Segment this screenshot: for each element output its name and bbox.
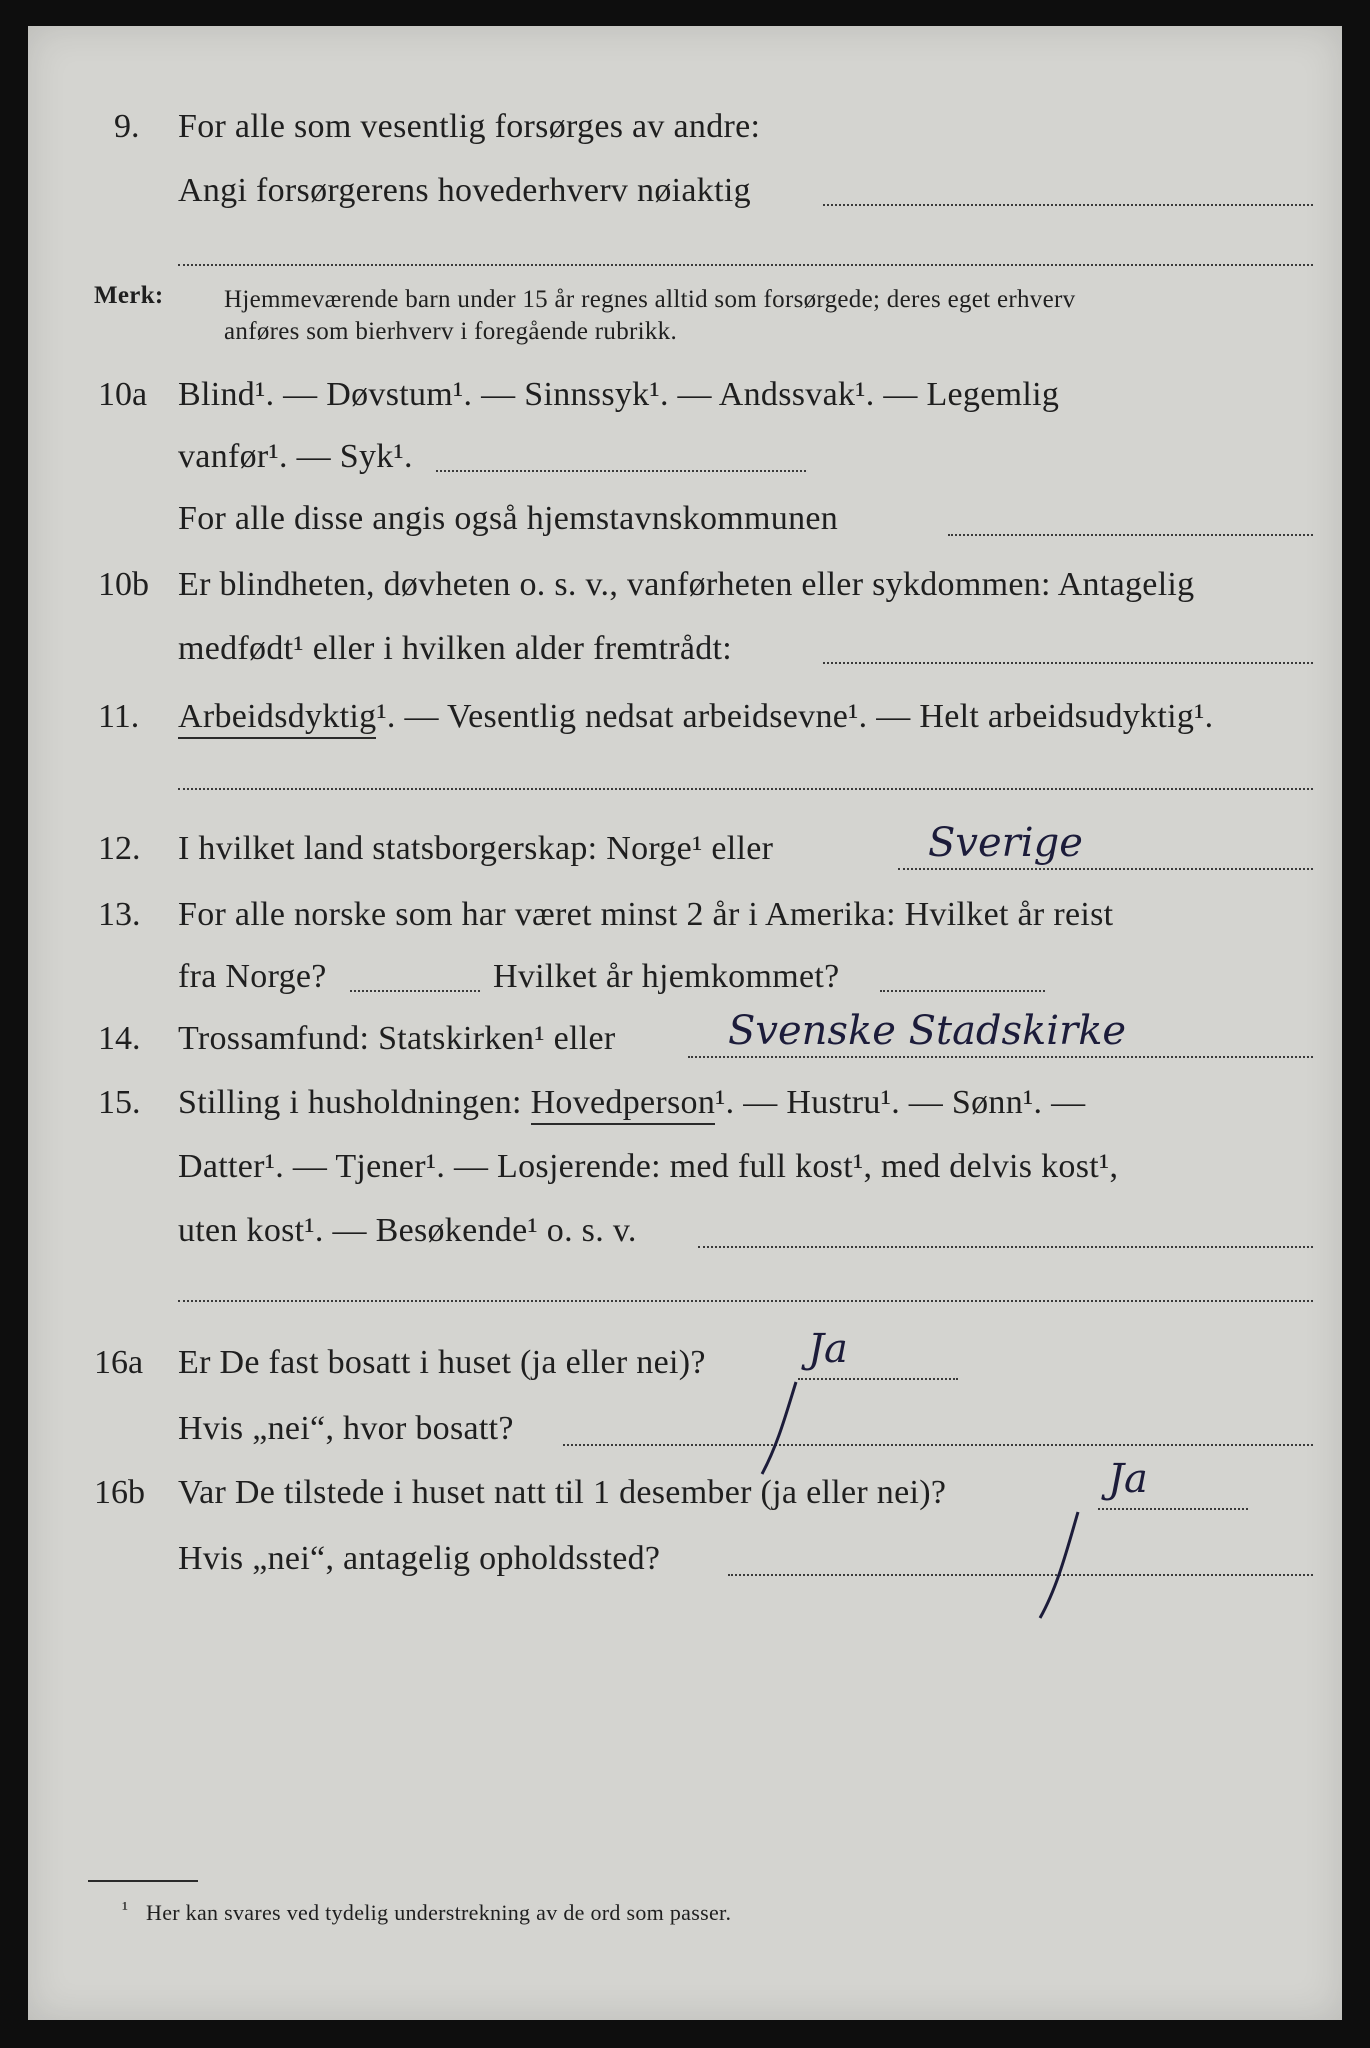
q15-option-hovedperson[interactable]: Hovedperson: [531, 1084, 716, 1125]
form-page: [28, 26, 1342, 2020]
q13-number: 13.: [98, 896, 141, 933]
q12-number: 12.: [98, 830, 141, 867]
q10a-number: 10a: [98, 376, 148, 413]
footnote-mark: ¹: [122, 1898, 129, 1920]
merk-line1: Hjemmeværende barn under 15 år regnes alltid som forsørgede; deres eget erhverv: [224, 286, 1076, 313]
q13-line1: For alle norske som har været minst 2 år i Amerika: Hvilket år reist: [178, 896, 1114, 933]
q12-handwritten-answer: Sverige: [928, 820, 1083, 866]
q15-line3: uten kost¹. — Besøkende¹ o. s. v.: [178, 1212, 637, 1249]
q16a-answer-line[interactable]: [798, 1378, 958, 1380]
q11-option-arbeidsdyktig[interactable]: Arbeidsdyktig: [178, 698, 376, 739]
q13-year-returned-line[interactable]: [880, 990, 1045, 992]
q11-line: [178, 698, 1213, 736]
q12-text: I hvilket land statsborgerskap: Norge¹ eller: [178, 830, 774, 867]
q12-answer-line[interactable]: [898, 868, 1313, 870]
footnote-text: Her kan svares ved tydelig understrekning av de ord som passer.: [146, 1900, 732, 1925]
q14-number: 14.: [98, 1020, 141, 1057]
q16b-whereabouts-line[interactable]: [728, 1574, 1313, 1576]
q13-line2a: fra Norge?: [178, 958, 327, 995]
q13-year-left-line[interactable]: [350, 990, 480, 992]
q15-line1: [178, 1084, 1085, 1122]
q16a-ditto-stroke: [748, 1374, 818, 1484]
q10a-line3: For alle disse angis også hjemstavnskommunen: [178, 500, 839, 537]
q11-rest: ¹. — Vesentlig nedsat arbeidsevne¹. — Helt arbeidsudyktig¹.: [376, 698, 1214, 735]
q15-number: 15.: [98, 1084, 141, 1121]
q13-line2b: Hvilket år hjemkommet?: [493, 958, 840, 995]
q15-answer-line-2[interactable]: [178, 1300, 1313, 1302]
q16b-handwritten-answer: Ja: [1108, 1456, 1148, 1502]
merk-label: Merk:: [94, 282, 164, 309]
q16b-answer-line[interactable]: [1098, 1508, 1248, 1510]
q10a-line1: Blind¹. — Døvstum¹. — Sinnssyk¹. — Andssvak¹. — Legemlig: [178, 376, 1060, 413]
q15-label: Stilling i husholdningen:: [178, 1084, 522, 1121]
q11-answer-line[interactable]: [178, 788, 1313, 790]
q15-answer-line[interactable]: [698, 1246, 1313, 1248]
merk-line2: anføres som bierhverv i foregående rubrikk.: [224, 318, 678, 345]
q9-answer-line[interactable]: [823, 204, 1313, 206]
q10b-number: 10b: [98, 566, 149, 603]
q10b-line1: Er blindheten, døvheten o. s. v., vanførheten eller sykdommen: Antagelig: [178, 566, 1195, 603]
q16a-line1: Er De fast bosatt i huset (ja eller nei)?: [178, 1344, 706, 1381]
q9-line1: For alle som vesentlig forsørges av andre:: [178, 108, 761, 145]
footnote-rule: [88, 1880, 198, 1882]
q16b-ditto-stroke: [1028, 1506, 1098, 1626]
q15-line1-rest: ¹. — Hustru¹. — Sønn¹. —: [715, 1084, 1086, 1121]
q9-answer-line-2[interactable]: [178, 264, 1313, 266]
q16a-handwritten-answer: Ja: [808, 1326, 848, 1372]
q16b-number: 16b: [94, 1474, 145, 1511]
q16b-line1: Var De tilstede i huset natt til 1 desember (ja eller nei)?: [178, 1474, 947, 1511]
q16b-line2: Hvis „nei“, antagelig opholdssted?: [178, 1540, 661, 1577]
q14-answer-line[interactable]: [688, 1056, 1313, 1058]
q16a-line2: Hvis „nei“, hvor bosatt?: [178, 1410, 514, 1447]
q11-number: 11.: [98, 698, 140, 735]
q16a-residence-line[interactable]: [563, 1444, 1313, 1446]
q14-text: Trossamfund: Statskirken¹ eller: [178, 1020, 616, 1057]
q10a-line2: vanfør¹. — Syk¹.: [178, 438, 413, 475]
q14-handwritten-answer: Svenske Stadskirke: [728, 1008, 1127, 1054]
q9-line2: Angi forsørgerens hovederhverv nøiaktig: [178, 172, 751, 209]
q9-number: 9.: [114, 108, 140, 145]
q10a-sick-answer-line[interactable]: [436, 470, 806, 472]
q16a-number: 16a: [94, 1344, 144, 1381]
q15-line2: Datter¹. — Tjener¹. — Losjerende: med full kost¹, med delvis kost¹,: [178, 1148, 1119, 1185]
q10b-answer-line[interactable]: [823, 662, 1313, 664]
q10a-home-municipality-line[interactable]: [948, 534, 1313, 536]
q10b-line2: medfødt¹ eller i hvilken alder fremtrådt:: [178, 630, 733, 667]
